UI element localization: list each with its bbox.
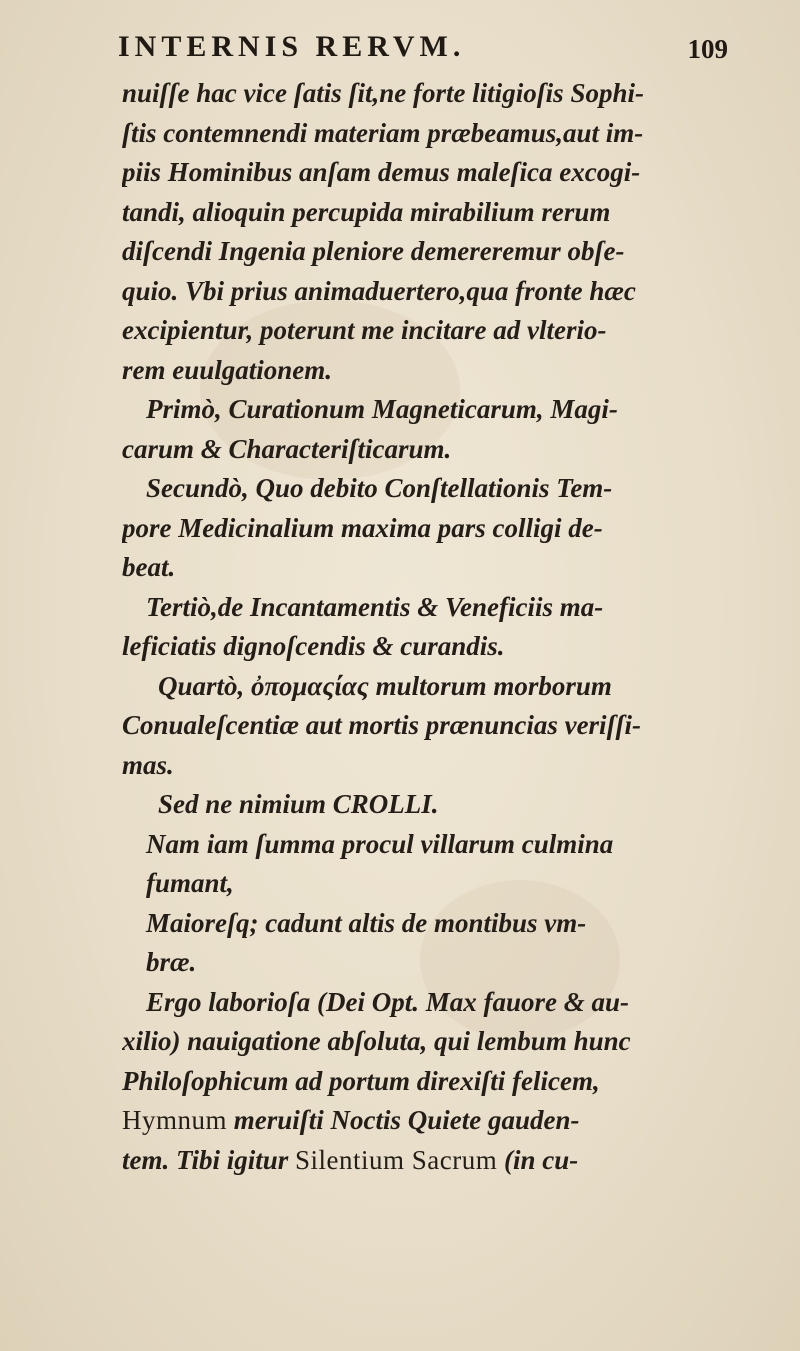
roman-type-word: Hymnum: [122, 1105, 228, 1135]
list-item-tertio: Tertiò,de Incantamentis & Veneficiis ma-: [146, 591, 604, 622]
verse-line: Nam iam ſumma procul villarum culmina: [146, 828, 614, 859]
roman-type-word: Silentium Sacrum: [295, 1144, 498, 1175]
text-line: quio. Vbi prius animaduertero,qua fronte hæc: [122, 275, 636, 306]
text-line: mas.: [122, 749, 174, 780]
text-line: diſcendi Ingenia pleniore demereremur obſe-: [122, 236, 625, 266]
running-head-title: INTERNIS RERVM.: [118, 30, 466, 63]
verse-intro: Sed ne nimium CROLLI.: [158, 789, 439, 819]
list-item-secundo: Secundò, Quo debito Conſtellationis Tem-: [146, 473, 613, 503]
running-head: [118, 14, 728, 68]
text-line: tem. Tibi igitur Silentium Sacrum (in cu-: [122, 1144, 579, 1175]
page-number: 109: [687, 34, 728, 64]
text-line: Philoſophicum ad portum direxiſti felicem,: [122, 1065, 600, 1096]
text-line: ſtis contemnendi materiam præbeamus,aut im-: [122, 117, 644, 148]
text-line: excipientur, poterunt me incitare ad vlterio-: [122, 315, 607, 345]
list-item-quarto: Quartò, ὀπομαςίας multorum morborum: [158, 670, 612, 701]
verse-line: bræ.: [146, 947, 197, 977]
text-line: piis Hominibus anſam demus maleſica excogi-: [122, 157, 641, 187]
body-text: [122, 74, 744, 1180]
text-line: pore Medicinalium maxima pars colligi de-: [122, 512, 603, 543]
text-line: nuiſſe hac vice ſatis ſit,ne forte litigioſis Sophi-: [122, 78, 644, 108]
text-line: tandi, alioquin percupida mirabilium rerum: [122, 196, 611, 227]
text-line: Ergo laborioſa (Dei Opt. Max fauore & au-: [146, 986, 630, 1017]
verse-line: fumant,: [146, 868, 234, 898]
list-item-primo: Primò, Curationum Magneticarum, Magi-: [146, 394, 618, 424]
text-line: leficiatis dignoſcendis & curandis.: [122, 631, 505, 661]
text-line: Hymnum meruiſti Noctis Quiete gauden-: [122, 1105, 580, 1135]
text-line: Conualeſcentiæ aut mortis prænuncias veriſſi-: [122, 710, 642, 740]
verse-line: Maioreſq; cadunt altis de montibus vm-: [146, 907, 587, 938]
text-line: carum & Characteriſticarum.: [122, 433, 452, 464]
text-line: rem euulgationem.: [122, 354, 333, 385]
text-line: xilio) nauigatione abſoluta, qui lembum hunc: [122, 1026, 631, 1056]
text-line: beat.: [122, 552, 176, 582]
